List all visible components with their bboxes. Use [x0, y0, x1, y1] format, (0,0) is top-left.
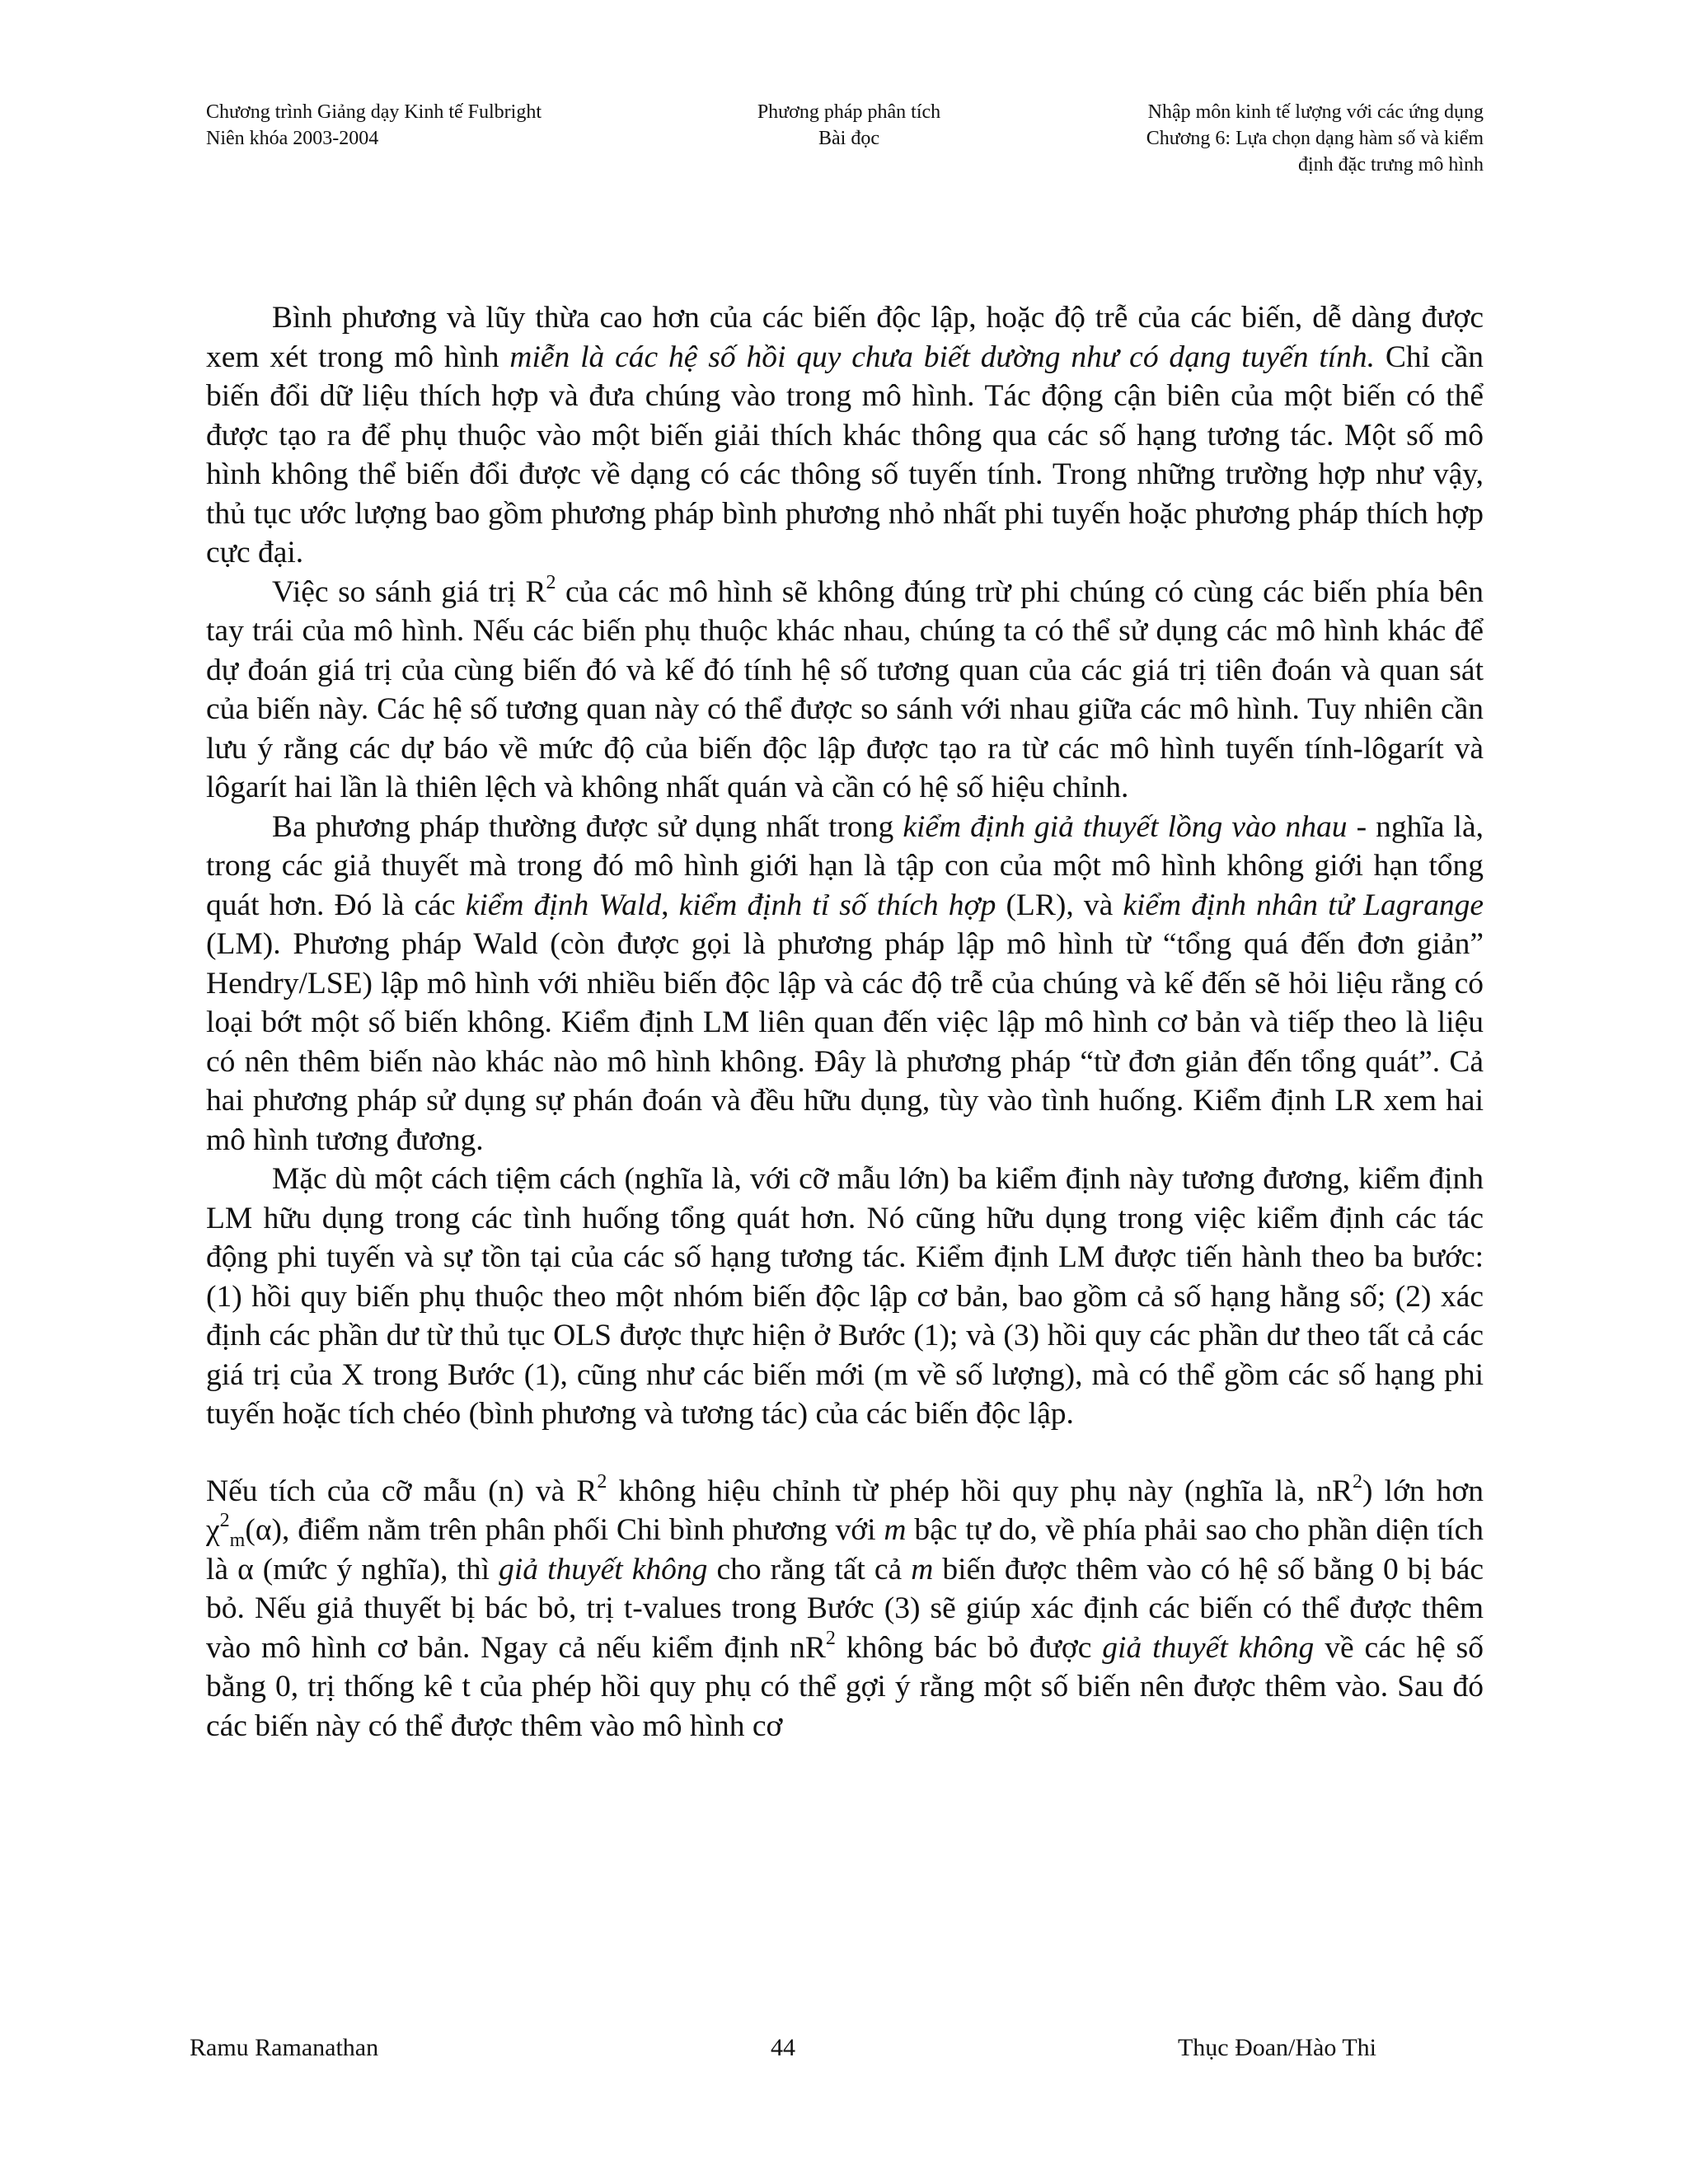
italic-phrase: m	[884, 1513, 907, 1547]
paragraph-3: Ba phương pháp thường được sử dụng nhất trong kiểm định giả thuyết lồng vào nhau - nghĩa là, trong các giả thuyết mà trong đó mô hình giới hạn là tập con của một mô hình không giới hạn tổng quát hơn. Đó là các kiểm định Wald, kiểm định tỉ số thích hợp (LR), và kiểm định nhân tử Lagrange (LM). Phương pháp Wald (còn được gọi là phương pháp lập mô hình từ “tổng quá đến đơn giản” Hendry/LSE) lập mô hình với nhiều biến độc lập và các độ trễ của chúng và kế đến sẽ hỏi liệu rằng có loại bớt một số biến không. Kiểm định LM liên quan đến việc lập mô hình cơ bản và tiếp theo là liệu có nên thêm biến nào khác nào mô hình không. Đây là phương pháp “từ đơn giản đến tổng quát”. Cả hai phương pháp sử dụng sự phán đoán và đều hữu dụng, tùy vào tình huống. Kiểm định LR xem hai mô hình tương đương.	[206, 809, 1484, 1157]
header-right	[1022, 99, 1484, 178]
italic-phrase: kiểm định Wald	[465, 888, 662, 922]
header-program: Chương trình Giảng dạy Kinh tế Fulbright	[206, 101, 542, 123]
italic-phrase: giả thuyết không	[499, 1552, 708, 1586]
paragraph-1: Bình phương và lũy thừa cao hơn của các biến độc lập, hoặc độ trễ của các biến, dễ dàng được xem xét trong mô hình miễn là các hệ số hồi quy chưa biết dường như có dạng tuyến tính. Chỉ cần biến đổi dữ liệu thích hợp và đưa chúng vào trong mô hình. Tác động cận biên của một biến có thể được tạo ra để phụ thuộc vào một biến giải thích khác thông qua các số hạng tương tác. Một số mô hình không thể biến đổi được về dạng có các thông số tuyến tính. Trong những trường hợp như vậy, thủ tục ước lượng bao gồm phương pháp bình phương nhỏ nhất phi tuyến hoặc phương pháp thích hợp cực đại.	[206, 301, 1484, 569]
header-course: Phương pháp phân tích	[757, 101, 941, 123]
header-academic-year: Niên khóa 2003-2004	[206, 128, 379, 149]
superscript: 2	[1353, 1470, 1363, 1493]
footer-translators: Thục Đoan/Hào Thi	[1177, 2034, 1376, 2061]
superscript: 2	[219, 1510, 230, 1531]
italic-phrase: miễn là các hệ số hồi quy chưa biết dường như có dạng tuyến tính.	[509, 340, 1376, 374]
page-body	[206, 298, 1484, 1746]
header-chapter-cont: định đặc trưng mô hình	[1298, 154, 1484, 176]
paragraph-4: Mặc dù một cách tiệm cách (nghĩa là, với cỡ mẫu lớn) ba kiểm định này tương đương, kiểm định LM hữu dụng trong các tình huống tổng quát hơn. Nó cũng hữu dụng trong việc kiểm định các tác động phi tuyến và sự tồn tại của các số hạng tương tác. Kiểm định LM được tiến hành theo ba bước: (1) hồi quy biến phụ thuộc theo một nhóm biến độc lập cơ bản, bao gồm cả số hạng hằng số; (2) xác định các phần dư từ thủ tục OLS được thực hiện ở Bước (1); và (3) hồi quy các phần dư theo tất cả các giá trị của X trong Bước (1), cũng như các biến mới (m về số lượng), mà có thể gồm các số hạng phi tuyến hoặc tích chéo (bình phương và tương tác) của các biến độc lập.	[206, 1162, 1484, 1431]
header-center	[717, 99, 981, 152]
italic-phrase: kiểm định nhân tử Lagrange	[1123, 888, 1484, 922]
page-footer	[190, 2033, 1376, 2066]
footer-author: Ramu Ramanathan	[190, 2034, 379, 2061]
header-book-title: Nhập môn kinh tế lượng với các ứng dụng	[1147, 101, 1484, 123]
italic-phrase: kiểm định giả thuyết lồng vào nhau	[903, 809, 1348, 844]
header-chapter: Chương 6: Lựa chọn dạng hàm số và kiểm	[1146, 128, 1484, 149]
paragraph-2: Việc so sánh giá trị $R^2$ của các mô hình sẽ không đúng trừ phi chúng có cùng các biến phía bên tay trái của mô hình. Nếu các biến phụ thuộc khác nhau, chúng ta có thể sử dụng các mô hình khác để dự đoán giá trị của cùng biến đó và kế đó tính hệ số tương quan của các giá trị tiên đoán và quan sát của biến này. Các hệ số tương quan này có thể được so sánh với nhau giữa các mô hình. Tuy nhiên cần lưu ý rằng các dự báo về mức độ của biến độc lập được tạo ra từ các mô hình tuyến tính-lôgarít và lôgarít hai lần là thiên lệch và không nhất quán và cần có hệ số hiệu chỉnh.	[206, 571, 1484, 804]
page-number: 44	[771, 2034, 795, 2061]
superscript: 2	[825, 1627, 836, 1649]
superscript: 2	[546, 571, 556, 593]
italic-phrase: giả thuyết không	[1102, 1630, 1315, 1665]
page-header	[206, 99, 1484, 190]
italic-phrase: kiểm định tỉ số thích hợp	[678, 888, 996, 922]
header-reading: Bài đọc	[818, 128, 879, 149]
superscript: 2	[597, 1470, 607, 1493]
italic-phrase: m	[911, 1552, 934, 1586]
header-left	[206, 99, 668, 152]
paragraph-5: Nếu tích của cỡ mẫu (n) và $R^2$ không hiệu chỉnh từ phép hồi quy phụ này (nghĩa là, $nR^2$) lớn hơn $\chi^2_m(\alpha)$, điểm nằm trên phân phối Chi bình phương với m bậc tự do, về phía phải sao cho phần diện tích là α (mức ý nghĩa), thì giả thuyết không cho rằng tất cả m biến được thêm vào có hệ số bằng 0 bị bác bỏ. Nếu giả thuyết bị bác bỏ, trị t-values trong Bước (3) sẽ giúp xác định các biến có thể được thêm vào mô hình cơ bản. Ngay cả nếu kiểm định $nR^2$ không bác bỏ được giả thuyết không về các hệ số bằng 0, trị thống kê t của phép hồi quy phụ có thể gợi ý rằng một số biến nên được thêm vào. Sau đó các biến này có thể được thêm vào mô hình cơ	[206, 1470, 1484, 1743]
subscript: m	[229, 1530, 246, 1551]
